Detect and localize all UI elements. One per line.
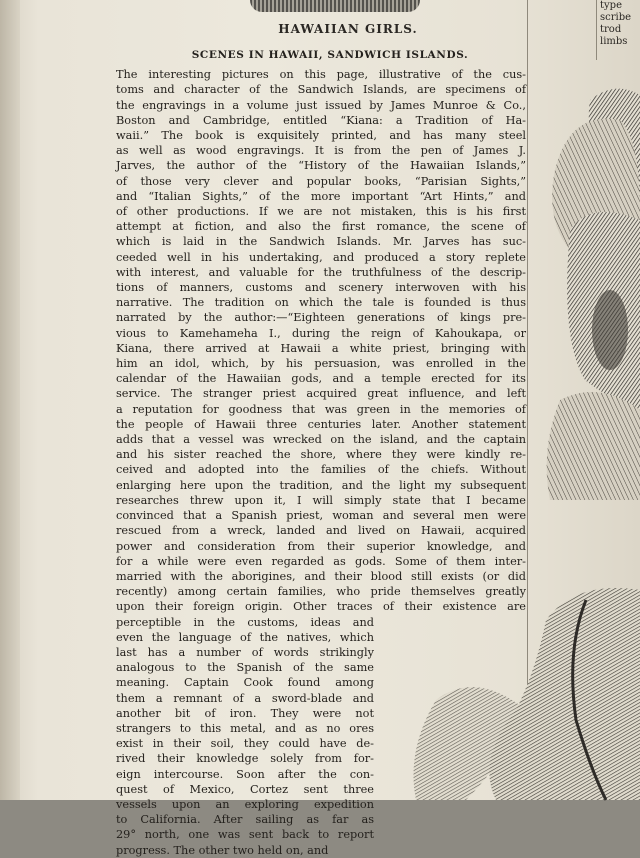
article-line: the engravings in a volume just issued by James Munroe & Co., <box>116 98 526 112</box>
article-line: The interesting pictures on this page, illustrative of the cus- <box>116 68 526 82</box>
article-line: a reputation for goodness that was green in the memories of <box>116 402 526 416</box>
article-line: recently) among certain families, who pride themselves greatly <box>116 585 526 599</box>
article-line: rescued from a wreck, landed and lived on Hawaii, acquired <box>116 524 526 538</box>
article-line: quest of Mexico, Cortez sent three <box>116 782 374 796</box>
article-line: vessels upon an exploring expedition <box>116 797 374 811</box>
column-divider-right <box>596 0 597 60</box>
article-line: 29° north, one was sent back to report <box>116 828 374 842</box>
page-fold-shadow <box>0 0 20 800</box>
article-line: ceeded well in his undertaking, and produced a story replete <box>116 250 526 264</box>
article-line: tions of manners, customs and scenery interwoven with his <box>116 281 526 295</box>
article-line: power and consideration from their superior knowledge, and <box>116 539 526 553</box>
article-line: ceived and adopted into the families of the chiefs. Without <box>116 463 526 477</box>
article-line: as well as wood engravings. It is from the pen of James J. <box>116 144 526 158</box>
article-line: of other productions. If we are not mistaken, this is his first <box>116 205 526 219</box>
article-line: perceptible in the customs, ideas and <box>116 615 374 629</box>
article-line: waii.” The book is exquisitely printed, and has many steel <box>116 129 526 143</box>
article-line: with interest, and valuable for the truthfulness of the descrip- <box>116 265 526 279</box>
article-line: exist in their soil, they could have de- <box>116 737 374 751</box>
snippet-line: trod <box>600 24 622 35</box>
article-line: eign intercourse. Soon after the con- <box>116 767 374 781</box>
article-line: and his sister reached the shore, where they were kindly re- <box>116 448 526 462</box>
snippet-line: type <box>600 0 622 11</box>
article-line: narrative. The tradition on which the tale is founded is thus <box>116 296 526 310</box>
article-line: for a while were even regarded as gods. Some of them inter- <box>116 554 526 568</box>
article-line: service. The stranger priest acquired great influence, and left <box>116 387 526 401</box>
snippet-line: scribe <box>600 12 632 23</box>
article-line: attempt at fiction, and also the first romance, the scene of <box>116 220 526 234</box>
article-line: narrated by the author:—“Eighteen generations of kings pre- <box>116 311 526 325</box>
article-line: toms and character of the Sandwich Islands, are specimens of <box>116 83 526 97</box>
article-line: which is laid in the Sandwich Islands. Mr. Jarves has suc- <box>116 235 526 249</box>
snippet-line: limbs <box>600 36 628 47</box>
article-line: the people of Hawaii three centuries later. Another statement <box>116 417 526 431</box>
article-line: to California. After sailing as far as <box>116 813 374 827</box>
article-line: convinced that a Spanish priest, woman and several men were <box>116 509 526 523</box>
engraving-palms <box>376 560 640 800</box>
page-title: HAWAIIAN GIRLS. <box>278 22 418 36</box>
article-line: enlarging here upon the tradition, and the light my subsequent <box>116 478 526 492</box>
article-line: married with the aborigines, and their blood still exists (or did <box>116 569 526 583</box>
article-line: of those very clever and popular books, “Parisian Sights,” <box>116 174 526 188</box>
article-line: rived their knowledge solely from for- <box>116 752 374 766</box>
article-line: progress. The other two held on, and <box>116 843 329 857</box>
article-line: Jarves, the author of the “History of the Hawaiian Islands,” <box>116 159 526 173</box>
article-heading: SCENES IN HAWAII, SANDWICH ISLANDS. <box>191 49 469 61</box>
article-line: Kiana, there arrived at Hawaii a white priest, bringing with <box>116 341 526 355</box>
article-line: vious to Kamehameha I., during the reign of Kahoukapa, or <box>116 326 526 340</box>
article-body <box>116 67 526 614</box>
article-line: and “Italian Sights,” of the more important “Art Hints,” and <box>116 189 526 203</box>
article-line: analogous to the Spanish of the same <box>116 661 374 675</box>
article-line: calendar of the Hawaiian gods, and a temple erected for its <box>116 372 526 386</box>
article-line: meaning. Captain Cook found among <box>116 676 374 690</box>
article-line: him an idol, which, by his persuasion, was enrolled in the <box>116 357 526 371</box>
article-line: researches threw upon it, I will simply state that I became <box>116 493 526 507</box>
adjacent-column-snippet <box>600 0 640 48</box>
article-line: upon their foreign origin. Other traces of their existence are <box>116 600 526 614</box>
article-line: adds that a vessel was wrecked on the island, and the captain <box>116 433 526 447</box>
article-line: them a remnant of a sword-blade and <box>116 691 374 705</box>
article-line: even the language of the natives, which <box>116 630 374 644</box>
article-line: strangers to this metal, and as no ores <box>116 721 374 735</box>
article-line: last has a number of words strikingly <box>116 645 374 659</box>
engraving-hawaiian-girls <box>530 80 640 500</box>
article-line: Boston and Cambridge, entitled “Kiana: a Tradition of Ha- <box>116 113 526 127</box>
top-engraving-fragment <box>250 0 420 12</box>
article-line: another bit of iron. They were not <box>116 706 374 720</box>
